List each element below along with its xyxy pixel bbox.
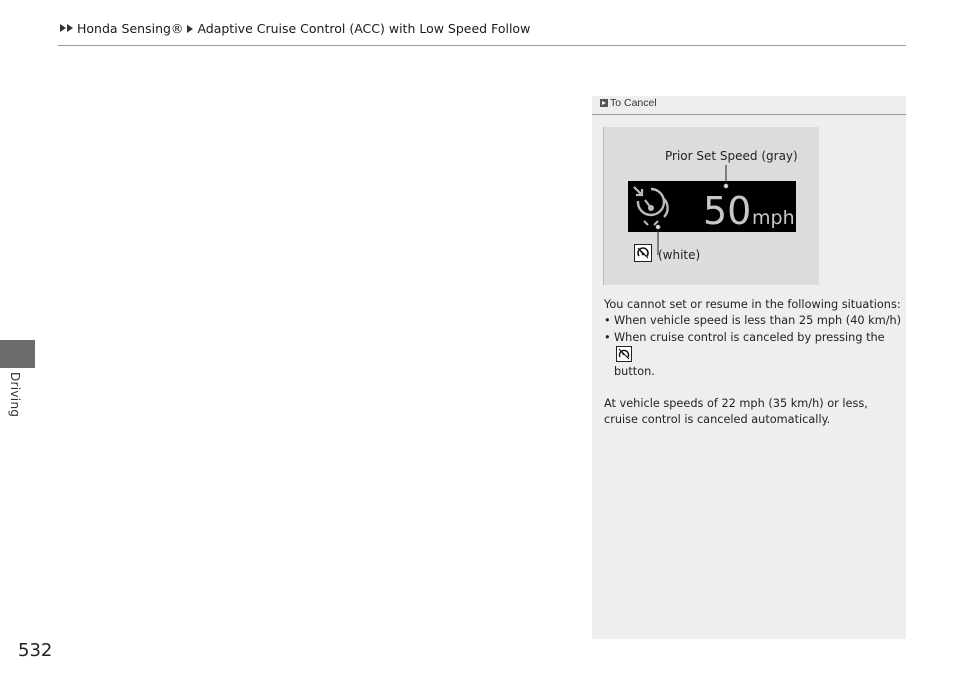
speed-unit: mph xyxy=(752,207,795,229)
bullet-text-tail: button. xyxy=(614,364,655,378)
auto-cancel-note: At vehicle speeds of 22 mph (35 km/h) or less, cruise control is canceled automatically. xyxy=(604,397,868,427)
section-label: Driving xyxy=(8,372,22,418)
page-number: 532 xyxy=(18,640,53,661)
callout-prior-set-speed: Prior Set Speed (gray) xyxy=(665,149,798,163)
section-tab xyxy=(0,340,35,368)
note-body xyxy=(604,297,902,429)
list-item: • When vehicle speed is less than 25 mph (40 km/h) xyxy=(604,313,902,329)
cancel-button-icon xyxy=(616,346,632,362)
display-figure xyxy=(603,127,819,285)
bullet-text: When cruise control is canceled by pressing the xyxy=(614,330,885,344)
intro-text: You cannot set or resume in the following situations: xyxy=(604,298,901,311)
set-speed-value: 50 xyxy=(703,189,752,232)
note-title: To Cancel xyxy=(610,97,657,109)
breadcrumb-arrow-icon xyxy=(60,24,74,32)
breadcrumb-arrow-icon xyxy=(187,21,194,36)
callout-leaders xyxy=(604,127,819,285)
sidebar-note xyxy=(592,96,906,639)
list-item: • When cruise control is canceled by pressing the button. xyxy=(604,330,885,378)
callout-white: (white) xyxy=(658,248,701,262)
breadcrumb-item[interactable]: Honda Sensing® xyxy=(77,20,184,36)
breadcrumb xyxy=(60,18,530,38)
bullet-text: When vehicle speed is less than 25 mph (40 km/h) xyxy=(614,314,902,328)
header-rule xyxy=(58,45,906,46)
breadcrumb-item[interactable]: Adaptive Cruise Control (ACC) with Low Speed Follow xyxy=(197,20,531,36)
note-header xyxy=(592,96,906,115)
reference-icon xyxy=(600,99,608,107)
